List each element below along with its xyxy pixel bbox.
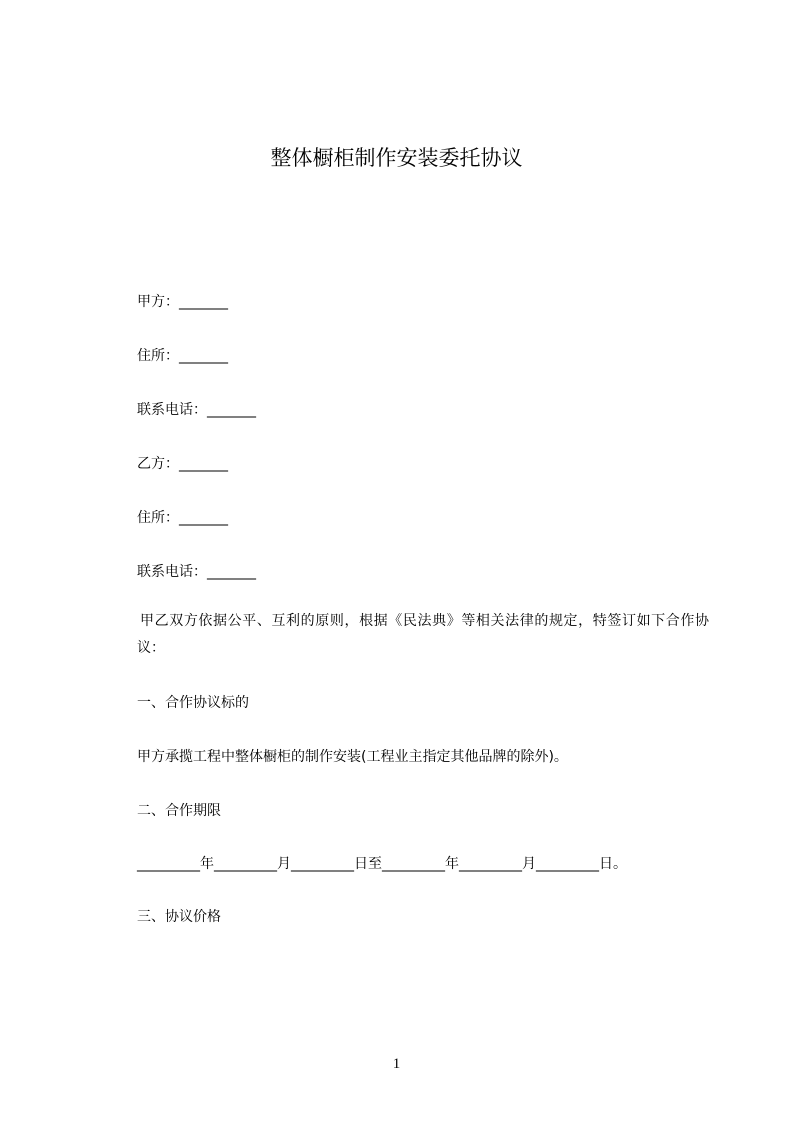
party-a-phone-field: 联系电话：_______ [137,402,256,418]
party-b-phone-field: 联系电话：_______ [137,564,256,580]
section3-heading: 三、协议价格 [137,909,221,925]
document-title: 整体橱柜制作安装委托协议 [270,146,523,170]
page-number: 1 [392,1056,401,1072]
section2-date-range: _________年_________月_________日至_________年_________月_________日。 [137,856,627,872]
party-b-field: 乙方：_______ [137,456,228,472]
party-a-address-field: 住所：_______ [137,348,228,364]
party-b-address-field: 住所：_______ [137,510,228,526]
section1-body: 甲方承揽工程中整体橱柜的制作安装(工程业主指定其他品牌的除外)。 [137,749,568,765]
section2-heading: 二、合作期限 [137,803,221,819]
section1-heading: 一、合作协议标的 [137,695,249,711]
intro-paragraph: 甲乙双方依据公平、互利的原则，根据《民法典》等相关法律的规定，特签订如下合作协议： [137,613,709,656]
party-a-field: 甲方：_______ [137,294,228,310]
